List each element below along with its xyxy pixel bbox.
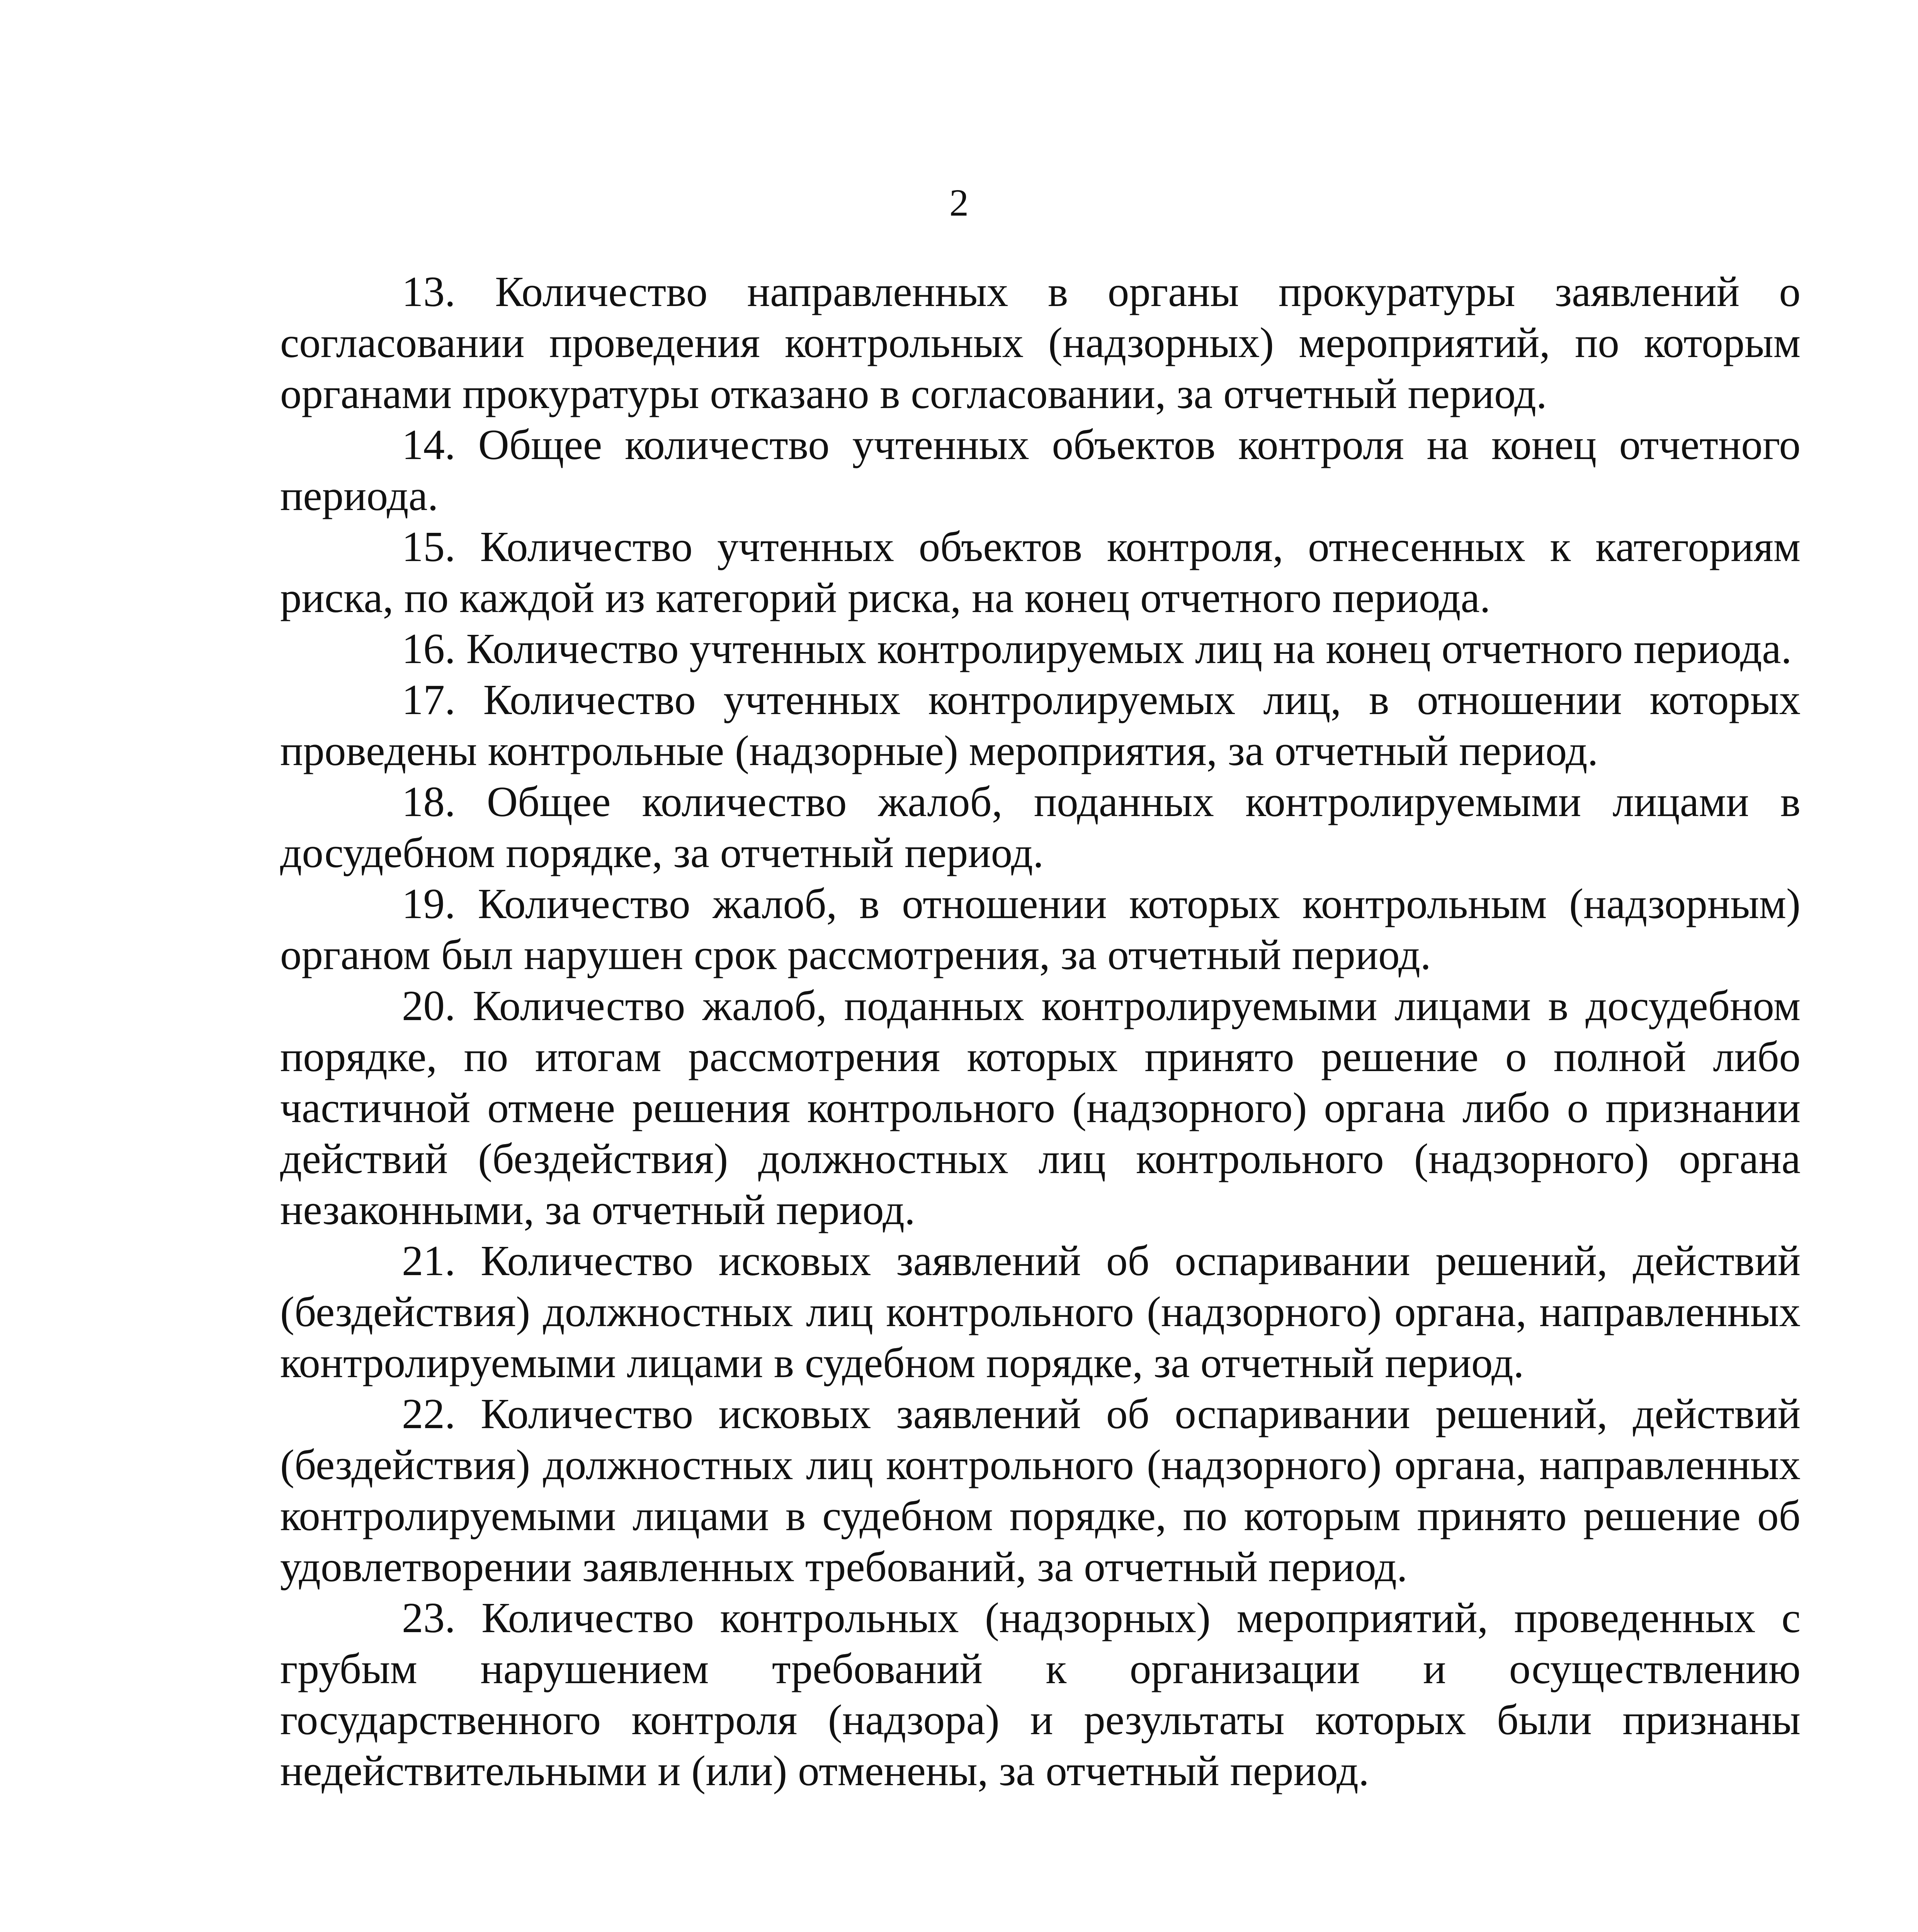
list-item: 21. Количество исковых заявлений об оспаривании решений, действий (бездействия) должностных лиц контрольного (надзорного) органа, направленных контролируемыми лицами в судебном порядке, за отчетный период. bbox=[280, 1237, 1801, 1387]
list-item: 16. Количество учтенных контролируемых лиц на конец отчетного периода. bbox=[402, 625, 1792, 673]
list-item: 13. Количество направленных в органы прокуратуры заявлений о согласовании проведения контрольных (надзорных) мероприятий, по которым органами прокуратуры отказано в согласовании, за отчетный период. bbox=[280, 268, 1801, 418]
list-item: 22. Количество исковых заявлений об оспаривании решений, действий (бездействия) должностных лиц контрольного (надзорного) органа, направленных контролируемыми лицами в судебном порядке, по которым принято решение об удовлетворении заявленных требований, за отчетный период. bbox=[280, 1390, 1801, 1591]
list-item: 23. Количество контрольных (надзорных) мероприятий, проведенных с грубым нарушением требований к организации и осуществлению государственного контроля (надзора) и результаты которых были признаны недействительными и (или) отменены, за отчетный период. bbox=[280, 1594, 1801, 1795]
list-item: 15. Количество учтенных объектов контроля, отнесенных к категориям риска, по каждой из категорий риска, на конец отчетного периода. bbox=[280, 523, 1801, 622]
list-item: 14. Общее количество учтенных объектов контроля на конец отчетного периода. bbox=[280, 421, 1801, 520]
list-item: 19. Количество жалоб, в отношении которых контрольным (надзорным) органом был нарушен срок рассмотрения, за отчетный период. bbox=[280, 880, 1801, 979]
list-item: 18. Общее количество жалоб, поданных контролируемыми лицами в досудебном порядке, за отчетный период. bbox=[280, 778, 1801, 877]
document-body bbox=[280, 267, 1801, 1797]
page-number: 2 bbox=[949, 181, 969, 224]
list-item: 20. Количество жалоб, поданных контролируемыми лицами в досудебном порядке, по итогам рассмотрения которых принято решение о полной либо частичной отмене решения контрольного (надзорного) органа либо о признании действий (бездействия) должностных лиц контрольного (надзорного) органа незаконными, за отчетный период. bbox=[280, 982, 1801, 1234]
list-item: 17. Количество учтенных контролируемых лиц, в отношении которых проведены контрольные (надзорные) мероприятия, за отчетный период. bbox=[280, 676, 1801, 775]
